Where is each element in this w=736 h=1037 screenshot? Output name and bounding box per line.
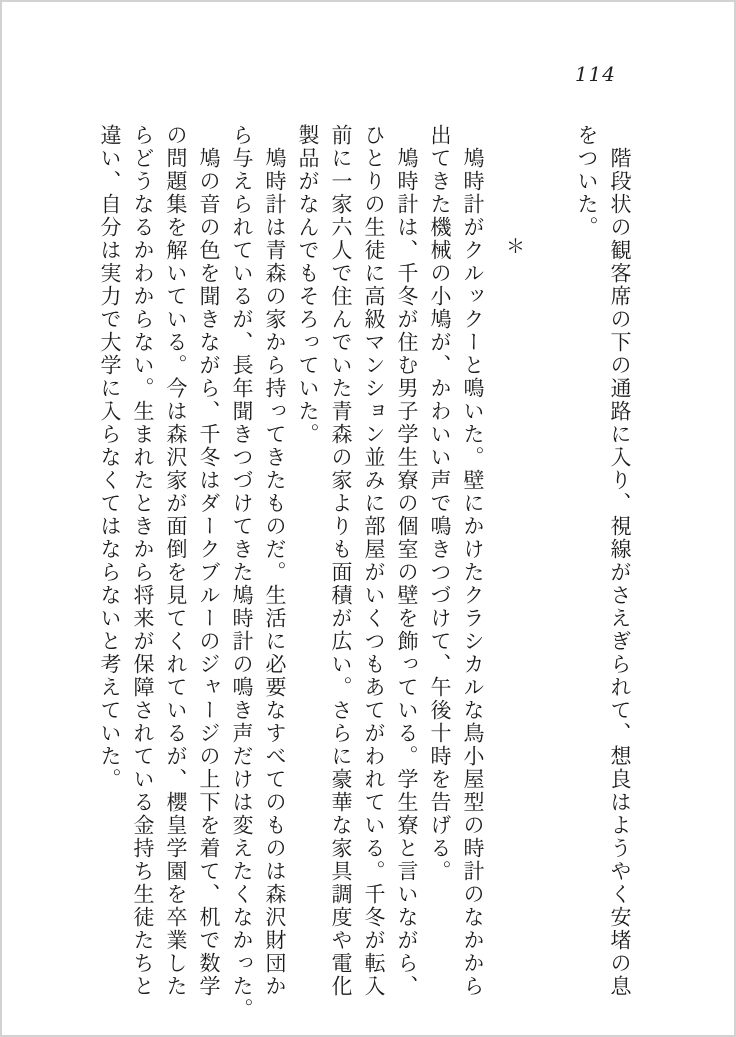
text-line: 出てきた機械の小鳩が、かわいい声で鳴きつづけて、午後十時を告げる。 bbox=[428, 124, 452, 883]
text-line: 前に一家六人で住んでいた青森の家よりも面積が広い。さらに豪華な家具調度や電化 bbox=[329, 124, 353, 998]
text-line: 製品がなんでもそろっていた。 bbox=[296, 124, 320, 446]
text-line: をついた。 bbox=[575, 124, 599, 239]
text-line: ら与えられているが、長年聞きつづけてきた鳩時計の鳴き声だけは変えたくなかった。 bbox=[230, 124, 254, 1021]
text-line: らどうなるかわからない。生まれたときから将来が保障されている金持ち生徒たちと bbox=[131, 124, 155, 998]
text-line: 鳩時計は青森の家から持ってきたものだ。生活に必要なすべてのものは森沢財団か bbox=[263, 147, 287, 998]
page-number: 114 bbox=[574, 62, 616, 86]
text-block bbox=[93, 124, 636, 1021]
text-line: 違い、自分は実力で大学に入らなくてはならないと考えていた。 bbox=[98, 124, 122, 791]
text-line: 階段状の観客席の下の通路に入り、視線がさえぎられて、想良はようやく安堵の息 bbox=[608, 147, 632, 998]
text-line: 鳩時計がクルックーと鳴いた。壁にかけたクラシカルな鳥小屋型の時計のなかから bbox=[461, 147, 485, 998]
section-separator: ＊ bbox=[503, 236, 525, 257]
text-line: 鳩時計は、千冬が住む男子学生寮の個室の壁を飾っている。学生寮と言いながら、 bbox=[395, 147, 419, 998]
text-line: の問題集を解いている。今は森沢家が面倒を見てくれているが、櫻皇学園を卒業した bbox=[164, 124, 188, 998]
text-line: 鳩の音の色を聞きながら、千冬はダークブルーのジャージの上下を着て、机で数学 bbox=[197, 147, 221, 998]
text-line: ひとりの生徒に高級マンション並みに部屋がいくつもあてがわれている。千冬が転入 bbox=[362, 124, 386, 998]
